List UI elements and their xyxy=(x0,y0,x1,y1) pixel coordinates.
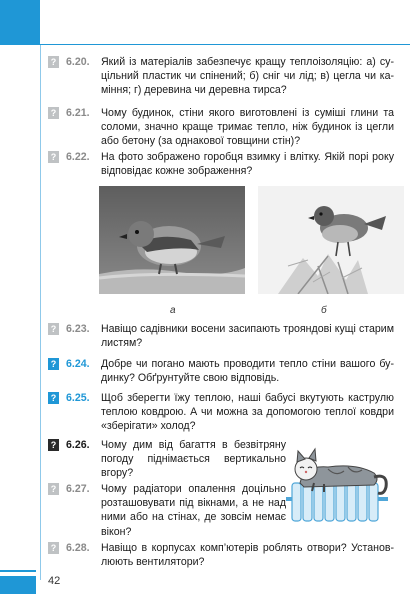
question-text: Чому дим від багаття в безвітряну погоду піднімається вертикально вгору? xyxy=(101,439,286,480)
question-marker: ? xyxy=(48,542,59,554)
question-6-25 xyxy=(44,391,394,434)
photo-caption-a: а xyxy=(170,305,176,316)
question-number: 6.26. xyxy=(66,439,90,451)
question-number: 6.23. xyxy=(66,323,90,335)
question-6-28 xyxy=(44,541,394,569)
question-number: 6.21. xyxy=(66,107,90,119)
question-marker: ? xyxy=(48,56,59,68)
sparrow-photo-a xyxy=(99,186,245,294)
question-6-24 xyxy=(44,357,394,385)
question-number: 6.27. xyxy=(66,483,90,495)
question-6-23 xyxy=(44,322,394,350)
margin-line xyxy=(40,45,41,580)
corner-tab-bottom xyxy=(0,576,36,594)
page-number: 42 xyxy=(48,575,61,587)
question-number: 6.28. xyxy=(66,542,90,554)
question-marker: ? xyxy=(48,107,59,119)
question-6-20 xyxy=(44,55,394,98)
question-text: Навіщо в корпусах комп’ютерів роблять отвори? Установлюють вентилятори? xyxy=(101,542,394,569)
question-text: Чому будинок, стіни якого виготовлені із суміші глини та соломи, значно краще тримає тепло, ніж будинок із цегли або бетону (за однакової товщини стін)? xyxy=(101,107,394,148)
question-number: 6.24. xyxy=(66,358,90,370)
question-text: Чому радіатори опалення доцільно розташовувати під вікнами, а не над ними або на стінах, де зовсім немає вікон? xyxy=(101,483,286,538)
question-marker: ? xyxy=(48,483,59,495)
question-text: Щоб зберегти їжу теплою, наші бабусі вкутують каструлю теплою ковдрою. А чи можна за допомогою теплої ковдри «зберігати» холод? xyxy=(101,392,394,433)
question-6-22 xyxy=(44,150,394,178)
question-6-21 xyxy=(44,106,394,149)
question-number: 6.25. xyxy=(66,392,90,404)
photo-caption-b: б xyxy=(321,305,327,316)
question-number: 6.20. xyxy=(66,56,90,68)
cat-on-radiator-illustration xyxy=(284,443,394,525)
question-number: 6.22. xyxy=(66,151,90,163)
question-marker: ? xyxy=(48,151,59,163)
question-marker: ? xyxy=(48,358,59,370)
question-text: Який із матеріалів забезпечує кращу теплоізоляцію: а) суцільний пластик чи спінений; б) сніг чи лід; в) цегла чи каміння; г) деревина чи деревна тирса? xyxy=(101,56,394,97)
question-marker: ? xyxy=(48,392,59,404)
question-text: Навіщо садівники восени засипають трояндові кущі старим листям? xyxy=(101,323,394,350)
top-rule xyxy=(40,44,410,45)
question-marker: ? xyxy=(48,439,59,451)
question-text: На фото зображено горобця взимку і влітку. Якій порі року відповідає кожне зображення? xyxy=(101,151,394,178)
question-text: Добре чи погано мають проводити тепло стіни вашого будинку? Обґрунтуйте свою відповідь. xyxy=(101,358,394,385)
corner-tab-top xyxy=(0,0,40,45)
question-marker: ? xyxy=(48,323,59,335)
sparrow-photo-b xyxy=(258,186,404,294)
